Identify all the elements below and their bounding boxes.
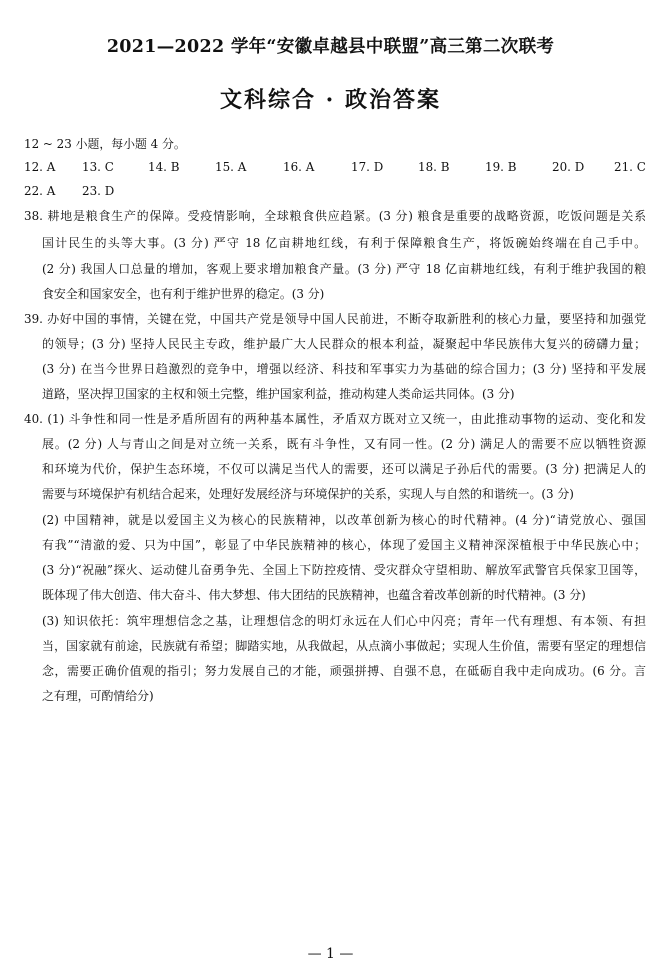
answer-15: 15. A — [215, 160, 247, 174]
q40-part3-line: (3) 知识依托：筑牢理想信念之基，让理想信念的明灯永远在人们心中闪亮；青年一代有理想、有本领、有担 — [42, 614, 646, 628]
q40-part1-line: 展。(2 分) 人与青山之间是对立统一关系，既有斗争性，又有同一性。(2 分) 满足人的需要不应以牺牲资源 — [42, 437, 646, 451]
q39-line: 39. 办好中国的事情，关键在党，中国共产党是领导中国人民前进，不断夺取新胜利的核心力量，要坚持和加强党 — [24, 312, 646, 326]
q40-part2-line: (2) 中国精神，就是以爱国主义为核心的民族精神，以改革创新为核心的时代精神。(4 分)“请党放心、强国 — [42, 513, 646, 527]
q39-line: (3 分) 在当今世界日趋激烈的竞争中，增强以经济、科技和军事实力为基础的综合国力；(3 分) 坚持和平发展 — [42, 362, 646, 376]
answer-13: 13. C — [82, 160, 114, 174]
answer-16: 16. A — [283, 160, 315, 174]
q40-part2-line: (3 分)“祝融”探火、运动健儿奋勇争先、全国上下防控疫情、受灾群众守望相助、解放军武警官兵保家卫国等， — [42, 563, 646, 577]
q40-part2-line: 有我”“清澈的爱、只为中国”，彰显了中华民族精神的核心，体现了爱国主义精神深深植根于中华民族心中； — [42, 538, 646, 552]
q38-line: 食安全和国家安全，也有利于维护世界的稳定。(3 分) — [42, 287, 325, 301]
answer-12: 12. A — [24, 160, 56, 174]
answer-21: 21. C — [614, 160, 646, 174]
page-number: — 1 — — [307, 946, 354, 962]
q39-line: 的领导；(3 分) 坚持人民民主专政，维护最广大人民群众的根本利益，凝聚起中华民族伟大复兴的磅礴力量； — [42, 337, 646, 351]
answer-14: 14. B — [148, 160, 180, 174]
exam-title: 2021—2022 学年“安徽卓越县中联盟”高三第二次联考 — [106, 37, 555, 57]
q40-part3-line: 之有理，可酌情给分) — [42, 689, 154, 703]
q40-part2-line: 既体现了伟大创造、伟大奋斗、伟大梦想、伟大团结的民族精神，也蕴含着改革创新的时代精神。(3 分) — [42, 588, 586, 602]
answer-19: 19. B — [485, 160, 517, 174]
q40-part3-line: 当，国家就有前途，民族就有希望；脚踏实地，从我做起，从点滴小事做起；实现人生价值，需要有坚定的理想信 — [42, 639, 646, 653]
q39-line: 道路，坚决捍卫国家的主权和领土完整，维护国家利益，推动构建人类命运共同体。(3 分) — [42, 387, 515, 401]
answer-23: 23. D — [82, 184, 115, 198]
q38-line: (2 分) 我国人口总量的增加，客观上要求增加粮食产量。(3 分) 严守 18 亿亩耕地红线，有利于维护我国的粮 — [42, 262, 646, 276]
answer-22: 22. A — [24, 184, 56, 198]
q40-part3-line: 念，需要正确价值观的指引；努力发展自己的才能，顽强拼搏、自强不息，在砥砺自我中走向成功。(6 分。言 — [42, 664, 646, 678]
answer-17: 17. D — [351, 160, 384, 174]
answer-18: 18. B — [418, 160, 450, 174]
q38-line: 国计民生的头等大事。(3 分) 严守 18 亿亩耕地红线，有利于保障粮食生产，将饭碗始终端在自己手中。 — [42, 236, 646, 250]
choice-intro: 12 ~ 23 小题，每小题 4 分。 — [24, 137, 186, 151]
q40-part1-line: 40. (1) 斗争性和同一性是矛盾所固有的两种基本属性，矛盾双方既对立又统一，由此推动事物的运动、变化和发 — [24, 412, 646, 426]
q40-part1-line: 需要与环境保护有机结合起来，处理好发展经济与环境保护的关系，实现人与自然的和谐统一。(3 分) — [42, 487, 574, 501]
q38-line: 38. 耕地是粮食生产的保障。受疫情影响，全球粮食供应趋紧。(3 分) 粮食是重要的战略资源，吃饭问题是关系 — [24, 209, 646, 223]
exam-subtitle: 文科综合 · 政治答案 — [220, 87, 441, 113]
answer-20: 20. D — [552, 160, 585, 174]
q40-part1-line: 和环境为代价，保护生态环境，不仅可以满足当代人的需要，还可以满足子孙后代的需要。(3 分) 把满足人的 — [42, 462, 646, 476]
